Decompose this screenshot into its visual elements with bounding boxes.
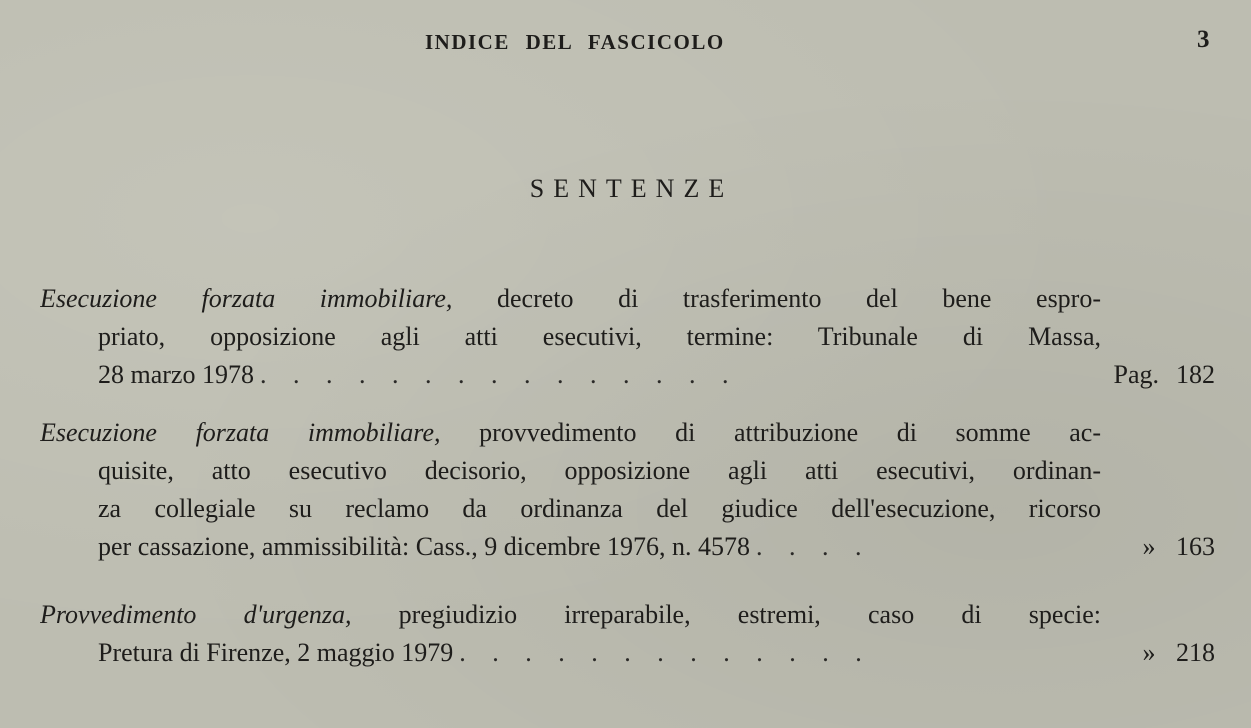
dot-leader: . . . . . . . . . . . . . (459, 638, 862, 667)
entry-last-line (40, 356, 1215, 394)
entry-continuation-line: quisite, atto esecutivo decisorio, opposizione agli atti esecutivi, ordinan- (98, 456, 1101, 485)
page-reference (1114, 356, 1216, 394)
entry-first-line (40, 596, 1101, 634)
index-entry-3 (40, 596, 1220, 672)
entry-last-line (40, 528, 1215, 566)
entry-citation: per cassazione, ammissibilità: Cass., 9 dicembre 1976, n. 4578 (98, 532, 751, 561)
index-entry-2 (40, 414, 1220, 566)
page-reference-mark: » (1142, 532, 1156, 561)
page-reference-number: 218 (1176, 638, 1215, 667)
index-entry-1 (40, 280, 1220, 394)
page-reference-number: 182 (1176, 360, 1215, 389)
dot-leader: . . . . . . . . . . . . . . . (259, 360, 729, 389)
page-reference-mark: Pag. (1113, 360, 1159, 389)
page-reference-number: 163 (1176, 532, 1215, 561)
page-reference-mark: » (1142, 638, 1156, 667)
entry-first-line (40, 414, 1101, 452)
page-number: 3 (1197, 26, 1210, 53)
entry-topic: Provvedimento d'urgenza, (40, 600, 352, 629)
entry-topic: Esecuzione forzata immobiliare, (40, 284, 453, 313)
running-head: INDICE DEL FASCICOLO (425, 30, 725, 54)
page-reference (1139, 634, 1215, 672)
dot-leader: . . . . (756, 532, 862, 561)
entry-text: decreto di trasferimento del bene espro- (452, 284, 1101, 313)
entry-citation: Pretura di Firenze, 2 maggio 1979 (98, 638, 454, 667)
entry-topic: Esecuzione forzata immobiliare, (40, 418, 441, 447)
entry-text: provvedimento di attribuzione di somme ac- (440, 418, 1101, 447)
entry-last-line (40, 634, 1215, 672)
entry-continuation-line: priato, opposizione agli atti esecutivi, termine: Tribunale di Massa, (98, 322, 1101, 351)
page-reference (1139, 528, 1215, 566)
entry-first-line (40, 280, 1101, 318)
entry-citation: 28 marzo 1978 (98, 360, 254, 389)
section-title: SENTENZE (529, 174, 734, 203)
entry-continuation-line: za collegiale su reclamo da ordinanza del giudice dell'esecuzione, ricorso (98, 494, 1101, 523)
entry-text: pregiudizio irreparabile, estremi, caso di specie: (351, 600, 1101, 629)
